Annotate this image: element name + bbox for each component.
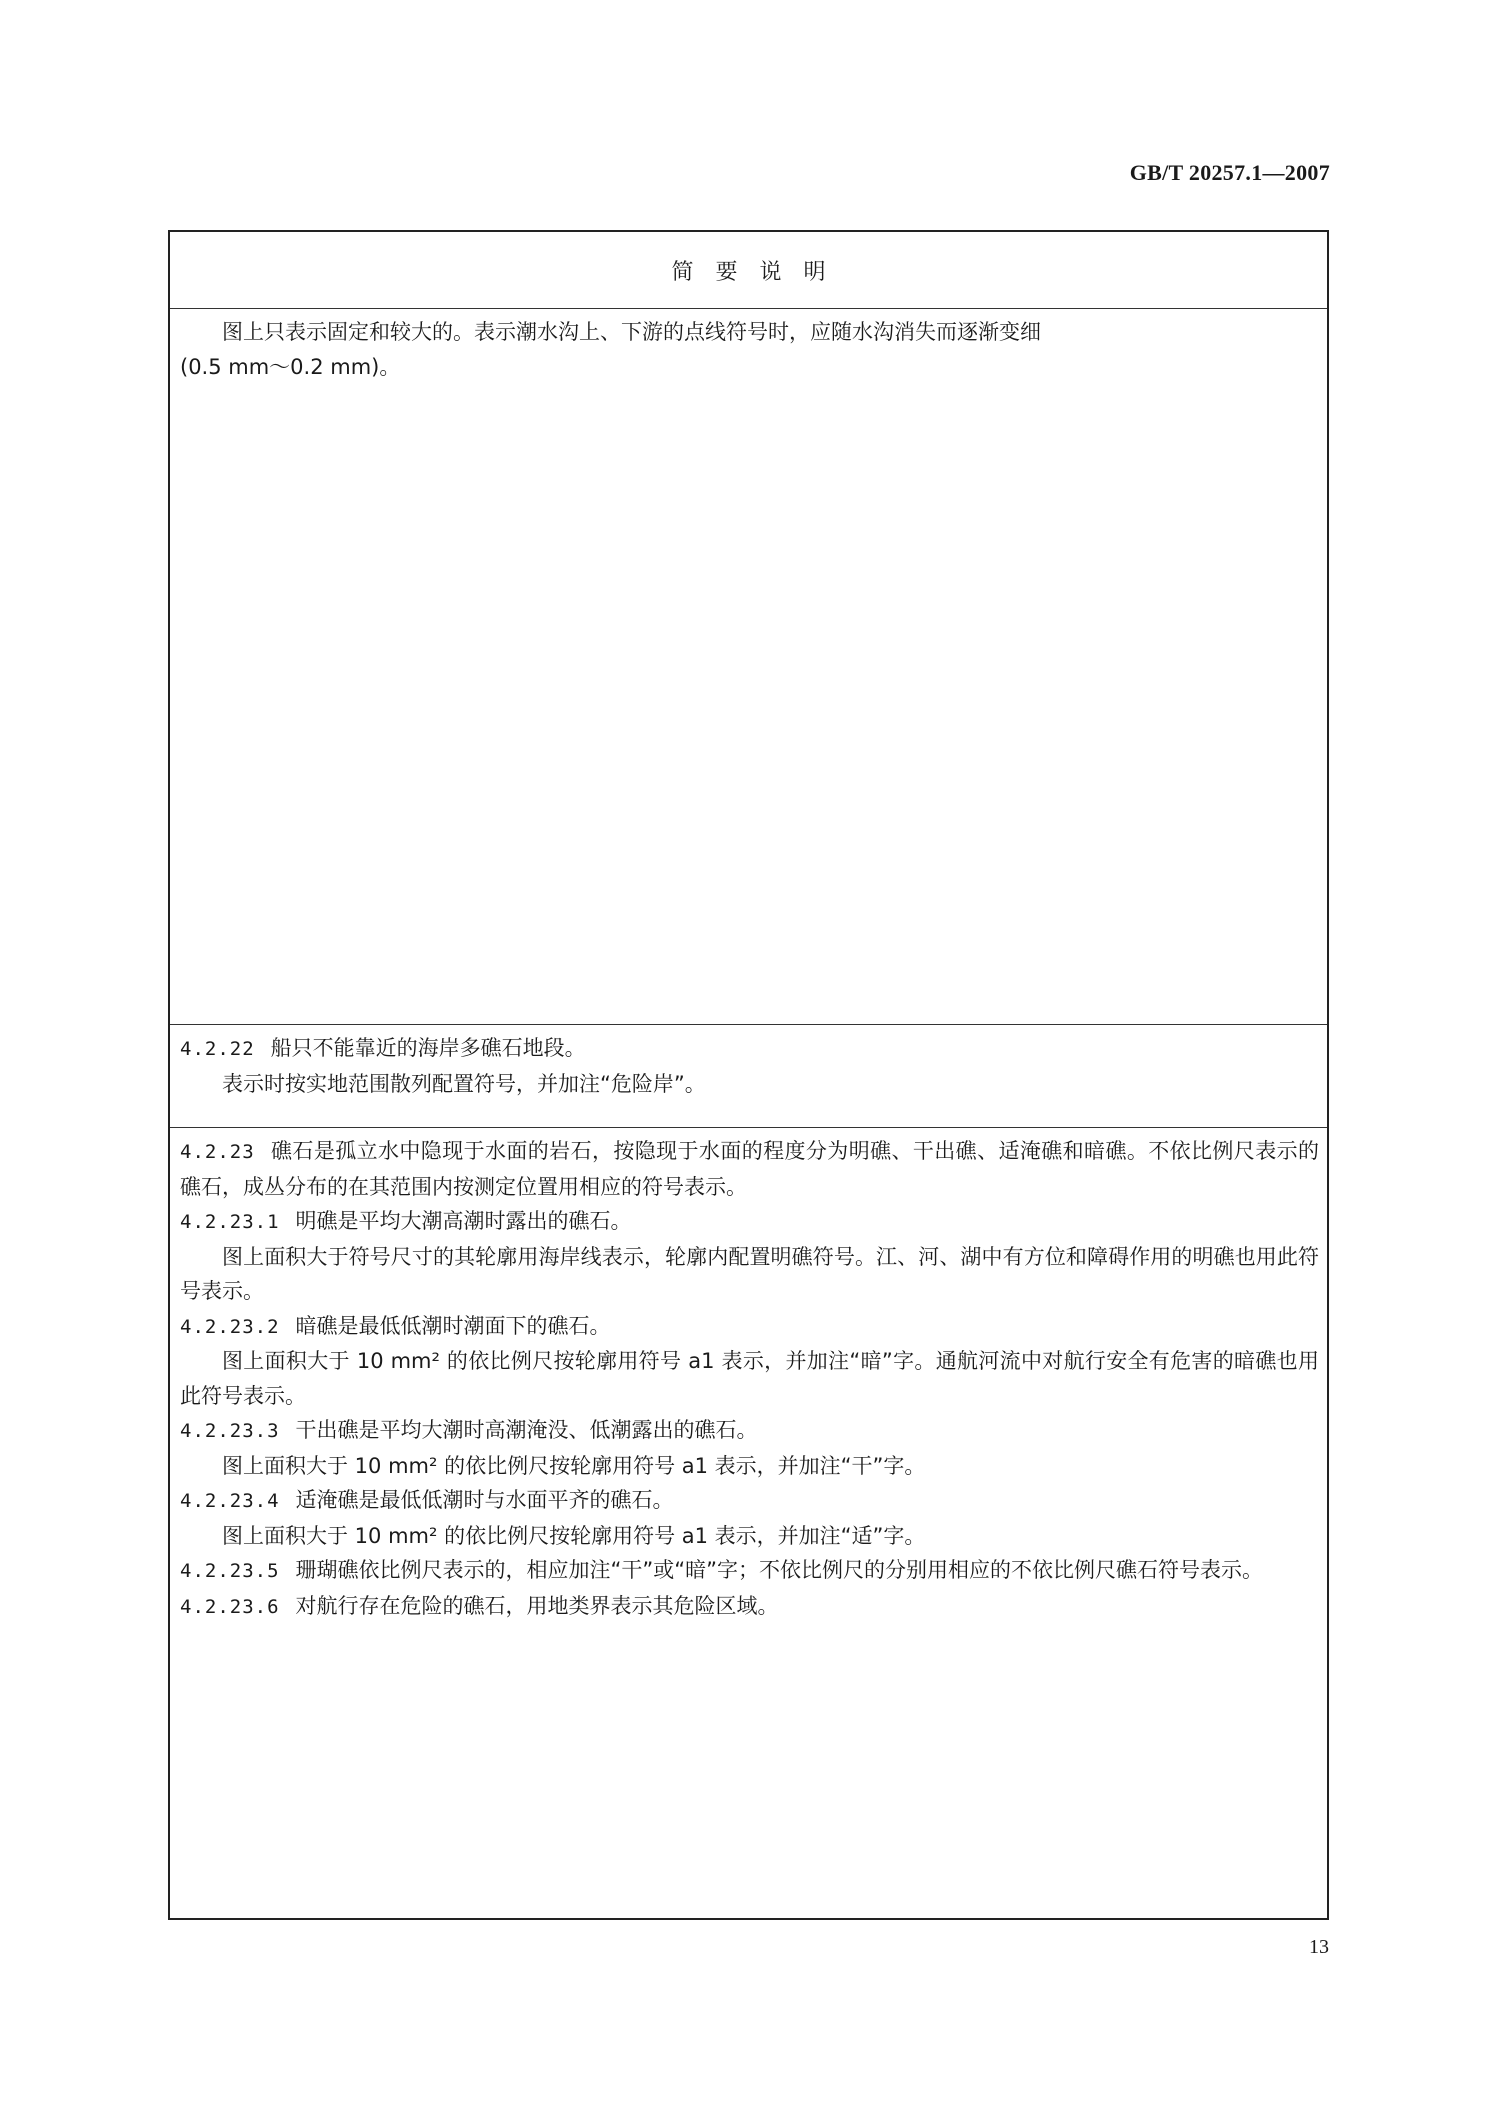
row1-line1: 图上只表示固定和较大的。表示潮水沟上、下游的点线符号时，应随水沟消失而逐渐变细: [222, 320, 1041, 344]
description-table: [168, 230, 1329, 1920]
table-row: [170, 1128, 1327, 1918]
standard-code: GB/T 20257.1—2007: [1129, 160, 1330, 185]
table-row: [170, 309, 1327, 1025]
clause-number: 4.2.23.3: [180, 1420, 280, 1442]
clause-number: 4.2.23.1: [180, 1211, 280, 1233]
clause-title: 对航行存在危险的礁石，用地类界表示其危险区域。: [295, 1593, 779, 1618]
clause-title: 明礁是平均大潮高潮时露出的礁石。: [295, 1209, 632, 1233]
clause-4-2-23-6: [180, 1589, 1319, 1625]
clause-4-2-23-1: [180, 1204, 1319, 1240]
row3-text: [170, 1128, 1327, 1624]
clause-description: 图上面积大于 10 mm² 的依比例尺按轮廓用符号 a1 表示，并加注“干”字。: [222, 1453, 926, 1478]
row1-text: [170, 309, 1327, 384]
clause-4-2-22: [180, 1031, 1319, 1067]
row2-text: [170, 1025, 1327, 1101]
clause-number: 4.2.23.4: [180, 1490, 280, 1512]
page-number: 13: [1309, 1936, 1329, 1958]
clause-title: 适淹礁是最低低潮时与水面平齐的礁石。: [295, 1488, 674, 1512]
clause-4-2-23-2: [180, 1309, 1319, 1345]
clause-number: 4.2.22: [180, 1038, 255, 1060]
table-header-row: [170, 232, 1327, 309]
clause-title: 干出礁是平均大潮时高潮淹没、低潮露出的礁石。: [295, 1418, 758, 1442]
clause-description: 图上面积大于 10 mm² 的依比例尺按轮廓用符号 a1 表示，并加注“适”字。: [222, 1523, 926, 1548]
clause-4-2-23-4: [180, 1483, 1319, 1519]
clause-title: 珊瑚礁依比例尺表示的，相应加注“干”或“暗”字；不依比例尺的分别用相应的不依比例尺礁石符号表示。: [295, 1558, 1264, 1582]
clause-number: 4.2.23.2: [180, 1315, 280, 1338]
clause-title: 礁石是孤立水中隐现于水面的岩石，按隐现于水面的程度分为明礁、干出礁、适淹礁和暗礁。不依比例尺表示的礁石，成丛分布的在其范围内按测定位置用相应的符号表示。: [180, 1139, 1319, 1199]
clause-title: 暗礁是最低低潮时潮面下的礁石。: [295, 1313, 611, 1338]
clause-4-2-23-5: [180, 1553, 1319, 1589]
clause-number: 4.2.23.5: [180, 1560, 280, 1582]
row1-line2: (0.5 mm～0.2 mm)。: [180, 354, 401, 379]
clause-number: 4.2.23: [180, 1141, 255, 1163]
clause-title: 船只不能靠近的海岸多礁石地段。: [270, 1036, 586, 1060]
clause-description: 图上面积大于符号尺寸的其轮廓用海岸线表示，轮廓内配置明礁符号。江、河、湖中有方位和障碍作用的明礁也用此符号表示。: [180, 1244, 1319, 1303]
clause-description: 图上面积大于 10 mm² 的依比例尺按轮廓用符号 a1 表示，并加注“暗”字。通航河流中对航行安全有危害的暗礁也用此符号表示。: [180, 1349, 1319, 1408]
clause-number: 4.2.23.6: [180, 1595, 280, 1618]
clause-4-2-23-3: [180, 1413, 1319, 1449]
table-row: [170, 1025, 1327, 1128]
clause-4-2-23: [180, 1134, 1319, 1204]
column-title: 简要说明: [671, 259, 848, 285]
clause-description: 表示时按实地范围散列配置符号，并加注“危险岸”。: [222, 1071, 706, 1096]
